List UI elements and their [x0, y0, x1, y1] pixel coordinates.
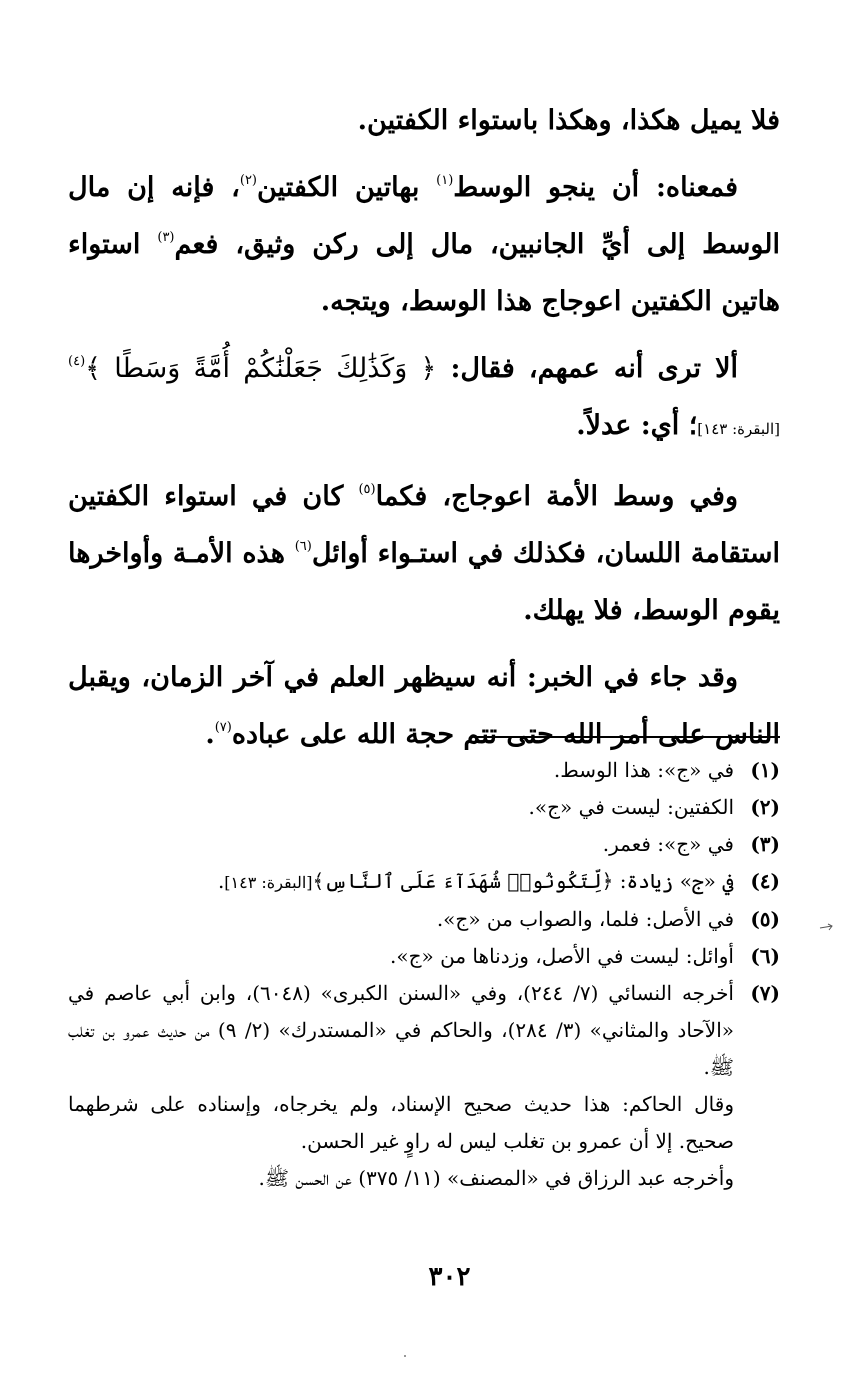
footnote-text: في «ج»: هذا الوسط.	[553, 758, 734, 782]
footnote-text-a: في «ج» زيادة:	[613, 869, 734, 893]
paragraph-4-text-a: وفي وسط الأمة اعوجاج، فكما	[375, 481, 739, 512]
margin-mark	[818, 922, 838, 934]
paragraph-2-text-b: بهاتين الكفتين	[257, 172, 437, 203]
paragraph-1	[68, 92, 780, 149]
paragraph-1-text: فلا يميل هكذا، وهكذا باستواء الكفتين.	[357, 105, 780, 136]
footnote-6	[68, 938, 780, 975]
footnote-number: (٤)	[750, 869, 780, 893]
main-text	[68, 92, 780, 766]
footnote-text: في «ج»: فعمر.	[602, 832, 734, 856]
paragraph-3-text-b: ؛ أي: عدلاً.	[576, 410, 698, 441]
verse-reference: [البقرة: ١٤٣]	[697, 420, 780, 438]
paragraph-2-text-c: ، فإنه إن مال الوسط إلى أيِّ الجانبين، مال إلى ركن وثيق، فعم	[68, 172, 780, 260]
paragraph-4-text-c: هذه الأمـة وأواخرها يقوم الوسط، فلا يهلك.	[68, 538, 780, 626]
footnote-7	[68, 975, 780, 1086]
footnote-number: (٧)	[750, 981, 780, 1005]
footnote-4	[68, 863, 780, 901]
footnote-ref-5[interactable]: (٥)	[358, 482, 376, 497]
footnote-ref-3[interactable]: (٣)	[157, 230, 175, 245]
footnote-text: أخرجه النسائي (٧/ ٢٤٤)، وفي «السنن الكبرى» (٦٠٤٨)، وابن أبي عاصم في «الآحاد والمثاني» (٣/ ٢٨٤)، والحاكم في «المستدرك» (٢/ ٩) من حديث عمرو بن تغلب ﷺ.	[68, 981, 734, 1079]
paragraph-4	[68, 468, 780, 639]
footnote-ref-1[interactable]: (١)	[436, 173, 454, 188]
footnote-text-b: .	[217, 869, 225, 893]
footnote-number: (٥)	[750, 907, 780, 931]
footnote-number: (٣)	[750, 832, 780, 856]
paragraph-2-text-d: استواء هاتين الكفتين اعوجاج هذا الوسط، ويتجه.	[68, 229, 780, 317]
paragraph-3	[68, 340, 780, 458]
quran-verse: ﴿ وَكَذَٰلِكَ جَعَلْنَٰكُمْ أُمَّةً وَسَطًا ﴾	[85, 353, 437, 384]
paragraph-4-text-b: كان في استواء الكفتين استقامة اللسان، فكذلك في استـواء أوائل	[68, 481, 780, 569]
page-number: ٣٠٢	[428, 1262, 471, 1292]
paragraph-5-text-a: وقد جاء في الخبر: أنه سيظهر العلم في آخر الزمان، ويقبل الناس على أمر الله حتى تتم حجة الله على عباده	[68, 662, 780, 750]
footnote-7-continuation: وأخرجه عبد الرزاق في «المصنف» (١١/ ٣٧٥) عن الحسن ﷺ.	[258, 1166, 734, 1190]
footnotes	[68, 752, 780, 1197]
footnote-ref-4[interactable]: (٤)	[68, 354, 86, 369]
footnote-number: (٦)	[750, 944, 780, 968]
footnote-1	[68, 752, 780, 789]
footnote-number: (٢)	[750, 795, 780, 819]
footnote-2	[68, 789, 780, 826]
footnote-text: في الأصل: فلما، والصواب من «ج».	[436, 907, 734, 931]
scan-speck	[404, 1355, 406, 1357]
paragraph-3-text-a: ألا ترى أنه عمهم، فقال:	[436, 353, 738, 384]
quran-verse: ﴿لِّتَكُونُوا۟ شُهَدَآءَ عَلَى ٱلنَّاسِ﴾	[312, 869, 614, 893]
footnote-7-continuation: وقال الحاكم: هذا حديث صحيح الإسناد، ولم يخرجاه، وإسناده على شرطهما صحيح. إلا أن عمرو بن تغلب ليس له راوٍ غير الحسن.	[68, 1092, 734, 1153]
paragraph-5	[68, 649, 780, 763]
footnote-number: (١)	[750, 758, 780, 782]
footnote-text: أوائل: ليست في الأصل، وزدناها من «ج».	[390, 944, 734, 968]
paragraph-2-text-a: فمعناه: أن ينجو الوسط	[453, 172, 738, 203]
verse-reference: [البقرة: ١٤٣]	[224, 873, 313, 892]
footnote-5	[68, 901, 780, 938]
paragraph-5-text-b: .	[205, 719, 215, 750]
footnote-ref-7[interactable]: (٧)	[214, 720, 232, 735]
footnote-ref-6[interactable]: (٦)	[294, 539, 312, 554]
footnote-divider	[476, 736, 780, 738]
footnote-text	[68, 863, 734, 901]
paragraph-2	[68, 159, 780, 330]
footnote-3	[68, 826, 780, 863]
footnote-ref-2[interactable]: (٢)	[239, 173, 257, 188]
footnote-text: الكفتين: ليست في «ج».	[528, 795, 734, 819]
